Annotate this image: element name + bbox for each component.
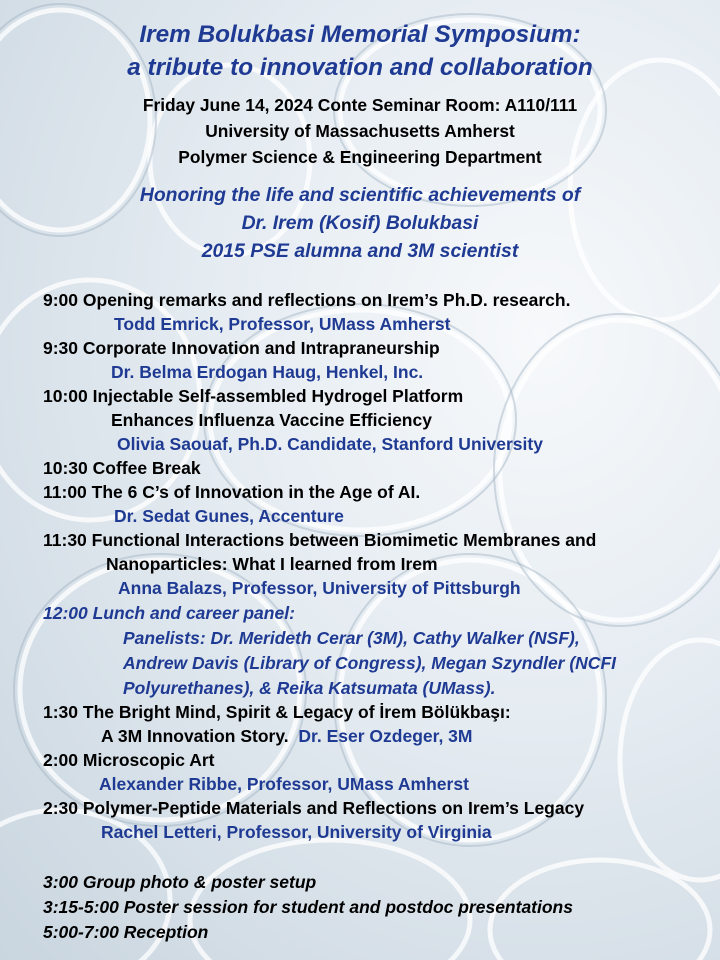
- symposium-title-line2: a tribute to innovation and collaboration: [127, 54, 593, 81]
- schedule-item-315-title: 3:15-5:00 Poster session for student and postdoc presentations: [43, 897, 573, 917]
- schedule-item-1200-panel-line3: Polyurethanes), & Reika Katsumata (UMass).: [123, 678, 496, 698]
- schedule-item-130-subtitle: A 3M Innovation Story.: [101, 726, 289, 746]
- symposium-title-line1: Irem Bolukbasi Memorial Symposium:: [139, 21, 581, 48]
- schedule-item-1000-speaker: Olivia Saouaf, Ph.D. Candidate, Stanford University: [117, 434, 543, 454]
- schedule-item-200-title: 2:00 Microscopic Art: [43, 750, 215, 770]
- honoree-description: 2015 PSE alumna and 3M scientist: [201, 240, 519, 262]
- schedule-item-1100-title: 11:00 The 6 C’s of Innovation in the Age of AI.: [43, 482, 421, 502]
- schedule-item-130-speaker: Dr. Eser Ozdeger, 3M: [298, 726, 473, 746]
- event-university: University of Massachusetts Amherst: [205, 121, 515, 141]
- schedule-item-1130-title: 11:30 Functional Interactions between Biomimetic Membranes and: [43, 530, 597, 550]
- schedule-item-1030-title: 10:30 Coffee Break: [43, 458, 201, 478]
- schedule-item-1130-speaker: Anna Balazs, Professor, University of Pittsburgh: [118, 578, 521, 598]
- schedule-item-500-title: 5:00-7:00 Reception: [43, 922, 209, 942]
- schedule-item-1100-speaker: Dr. Sedat Gunes, Accenture: [114, 506, 344, 526]
- schedule-item-1000-title: 10:00 Injectable Self-assembled Hydrogel Platform: [43, 386, 464, 406]
- schedule-item-300-title: 3:00 Group photo & poster setup: [43, 872, 317, 892]
- schedule-item-930-speaker: Dr. Belma Erdogan Haug, Henkel, Inc.: [111, 362, 424, 382]
- schedule-item-930-title: 9:30 Corporate Innovation and Intrapraneurship: [43, 338, 440, 358]
- schedule-item-900-speaker: Todd Emrick, Professor, UMass Amherst: [114, 314, 451, 334]
- event-date-location: Friday June 14, 2024 Conte Seminar Room: A110/111: [142, 95, 578, 115]
- schedule-item-1200-panel-line2: Andrew Davis (Library of Congress), Megan Szyndler (NCFI: [123, 653, 616, 673]
- schedule-item-1000-title-cont: Enhances Influenza Vaccine Efficiency: [111, 410, 432, 430]
- schedule-item-1130-title-cont: Nanoparticles: What I learned from Irem: [106, 554, 438, 574]
- schedule-item-230-speaker: Rachel Letteri, Professor, University of Virginia: [101, 822, 492, 842]
- schedule-item-1200-panel-line1: Panelists: Dr. Merideth Cerar (3M), Cathy Walker (NSF),: [123, 628, 580, 648]
- schedule-item-130-title-cont: [101, 726, 473, 747]
- schedule-item-200-speaker: Alexander Ribbe, Professor, UMass Amherst: [99, 774, 469, 794]
- schedule-item-1200-title: 12:00 Lunch and career panel:: [43, 603, 295, 623]
- schedule-item-130-title: 1:30 The Bright Mind, Spirit & Legacy of İrem Bölükbaşı:: [43, 702, 511, 722]
- event-department: Polymer Science & Engineering Department: [178, 147, 542, 167]
- schedule-item-900-title: 9:00 Opening remarks and reflections on Irem’s Ph.D. research.: [43, 290, 571, 310]
- honoring-line1: Honoring the life and scientific achievements of: [139, 184, 581, 206]
- honoree-name: Dr. Irem (Kosif) Bolukbasi: [241, 212, 479, 234]
- schedule-item-230-title: 2:30 Polymer-Peptide Materials and Reflections on Irem’s Legacy: [43, 798, 585, 818]
